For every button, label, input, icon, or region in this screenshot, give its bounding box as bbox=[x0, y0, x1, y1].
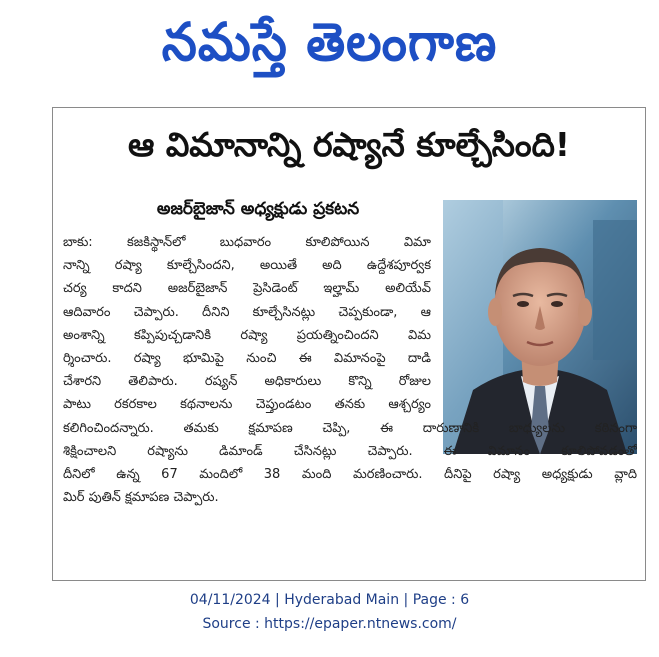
article-headline: ఆ విమానాన్ని రష్యానే కూల్చేసింది! bbox=[128, 125, 570, 164]
article-body-line: చర్య కాదని అజర్‌బైజాన్ ప్రెసిడెంట్ ఇల్హామ్ అలియేవ్ bbox=[63, 281, 431, 297]
article-subheadline: అజర్‌బైజాన్ అధ్యక్షుడు ప్రకటన bbox=[156, 199, 360, 219]
article-body-line: దీనిలో ఉన్న 67 మందిలో 38 మంది మరణించారు. దీనిపై రష్యా అధ్యక్షుడు వ్లాది bbox=[63, 467, 637, 483]
source-link[interactable]: Source : https://epaper.ntnews.com/ bbox=[202, 616, 457, 632]
article-body-line: చేశారని తెలిపారు. రష్యన్ అధికారులు కొన్ని రోజుల bbox=[63, 374, 431, 390]
article-body-line: ఆదివారం చెప్పారు. దీనిని కూల్చేసినట్లు చెప్పకుండా, ఆ bbox=[63, 304, 431, 320]
article-body-line: ర్శించారు. రష్యా భూమిపై నుంచి ఈ విమానంపై దాడి bbox=[63, 351, 431, 367]
article-body-line: బాకు: కజకిస్థాన్‌లో బుధవారం కూలిపోయిన విమా bbox=[63, 235, 431, 250]
article-body-line: అంశాన్ని కప్పిపుచ్చడానికి రష్యా ప్రయత్నించిందని విమ bbox=[63, 327, 431, 343]
article-body-line: మిర్ పుతిన్ క్షమాపణ చెప్పారు. bbox=[63, 490, 219, 506]
news-clipping bbox=[52, 107, 646, 581]
article-body-line: శిక్షించాలని రష్యాను డిమాండ్ చేసినట్లు చెప్పారు. ఈ విమానం కూలిపోవడంతో bbox=[63, 443, 637, 459]
article-body-line: కలిగించిందన్నారు. తమకు క్షమాపణ చెప్పి, ఈ దారుణానికి బాధ్యులను కఠినంగా bbox=[63, 420, 637, 436]
edition-info: 04/11/2024 | Hyderabad Main | Page : 6 bbox=[189, 592, 470, 608]
masthead bbox=[0, 6, 659, 78]
masthead-title: నమస్తే తెలంగాణ bbox=[161, 11, 498, 73]
article-body-line: పాటు రకరకాల కథనాలను చెప్తుండటం తనకు ఆశ్చర్యం bbox=[63, 397, 431, 413]
article-body bbox=[63, 231, 639, 509]
article-body-line: నాన్ని రష్యా కూల్చేసిందని, అయితే అది ఉద్దేశపూర్వక bbox=[63, 258, 431, 274]
page-footer bbox=[0, 588, 659, 636]
